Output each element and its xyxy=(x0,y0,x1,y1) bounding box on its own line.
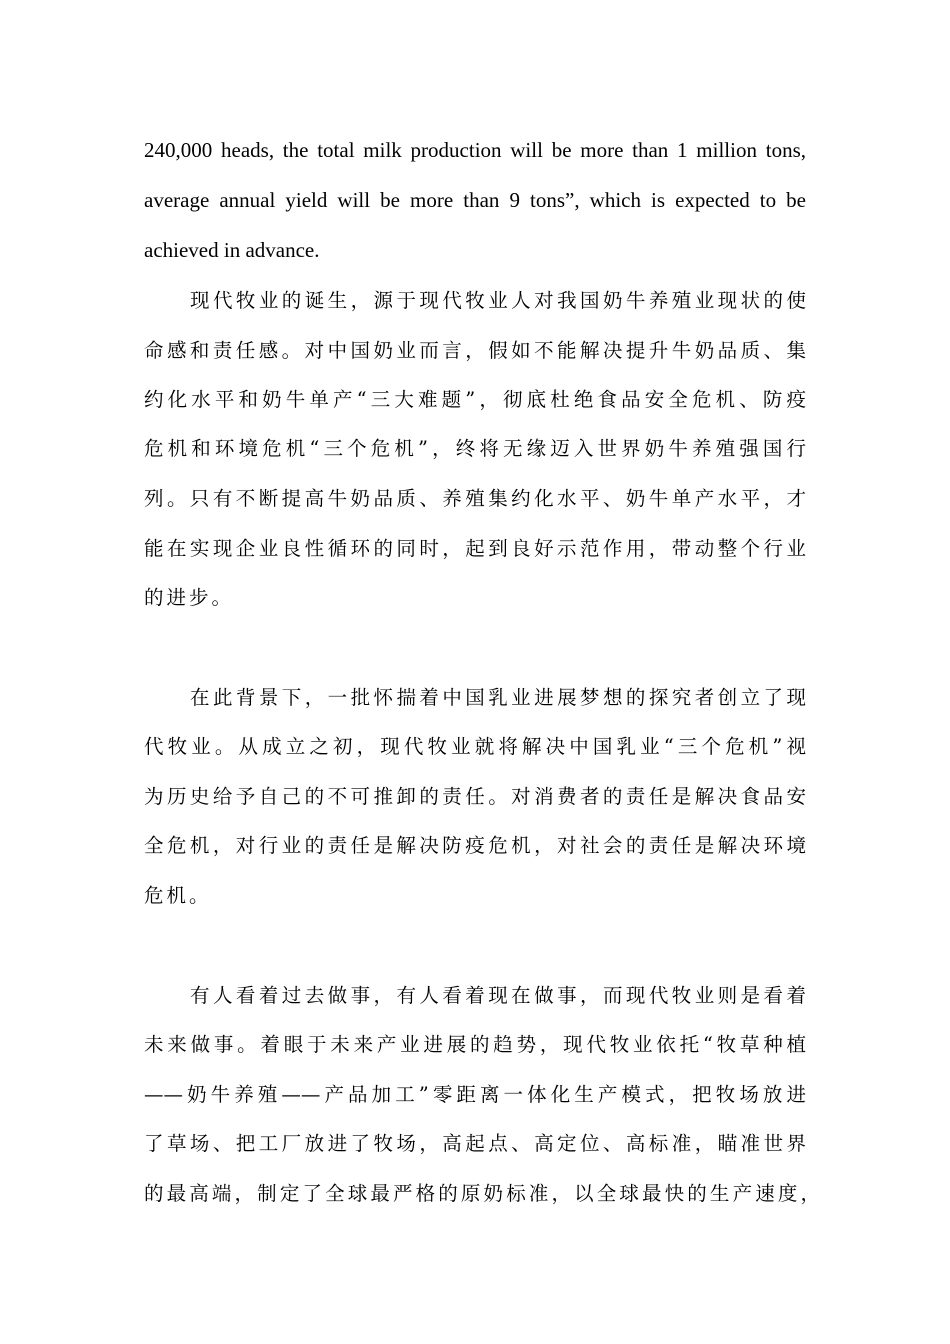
text-line: 能在实现企业良性循环的同时，起到良好示范作用，带动整个行业 xyxy=(144,537,806,560)
text-line: 全危机，对行业的责任是解决防疫危机，对社会的责任是解决环境 xyxy=(144,834,806,857)
text-line: 列。只有不断提高牛奶品质、养殖集约化水平、奶牛单产水平，才 xyxy=(144,487,806,510)
text-line: 危机和环境危机“三个危机”，终将无缘迈入世界奶牛养殖强国行 xyxy=(144,437,806,460)
text-line: 的进步。 xyxy=(144,586,235,609)
text-line: 的最高端，制定了全球最严格的原奶标准，以全球最快的生产速度， xyxy=(144,1182,820,1205)
text-line: 有人看着过去做事，有人看着现在做事，而现代牧业则是看着 xyxy=(190,984,806,1007)
text-line: 命感和责任感。对中国奶业而言，假如不能解决提升牛奶品质、集 xyxy=(144,339,806,362)
text-line: average annual yield will be more than 9 tons”, which is expected to be xyxy=(144,188,806,212)
text-line: 240,000 heads, the total milk production will be more than 1 million tons, xyxy=(144,138,806,162)
text-line: 为历史给予自己的不可推卸的责任。对消费者的责任是解决食品安 xyxy=(144,785,806,808)
text-line: 未来做事。着眼于未来产业进展的趋势，现代牧业依托“牧草种植 xyxy=(144,1033,806,1056)
text-line: 危机。 xyxy=(144,884,212,907)
text-line: 现代牧业的诞生，源于现代牧业人对我国奶牛养殖业现状的使 xyxy=(190,289,806,312)
text-line: 代牧业。从成立之初，现代牧业就将解决中国乳业“三个危机”视 xyxy=(144,735,806,758)
text-line: 在此背景下，一批怀揣着中国乳业进展梦想的探究者创立了现 xyxy=(190,686,806,709)
text-line: 约化水平和奶牛单产“三大难题”，彻底杜绝食品安全危机、防疫 xyxy=(144,388,806,411)
text-line: achieved in advance. xyxy=(144,238,320,262)
text-line: ——奶牛养殖——产品加工”零距离一体化生产模式，把牧场放进 xyxy=(144,1083,806,1106)
text-line: 了草场、把工厂放进了牧场，高起点、高定位、高标准，瞄准世界 xyxy=(144,1132,806,1155)
